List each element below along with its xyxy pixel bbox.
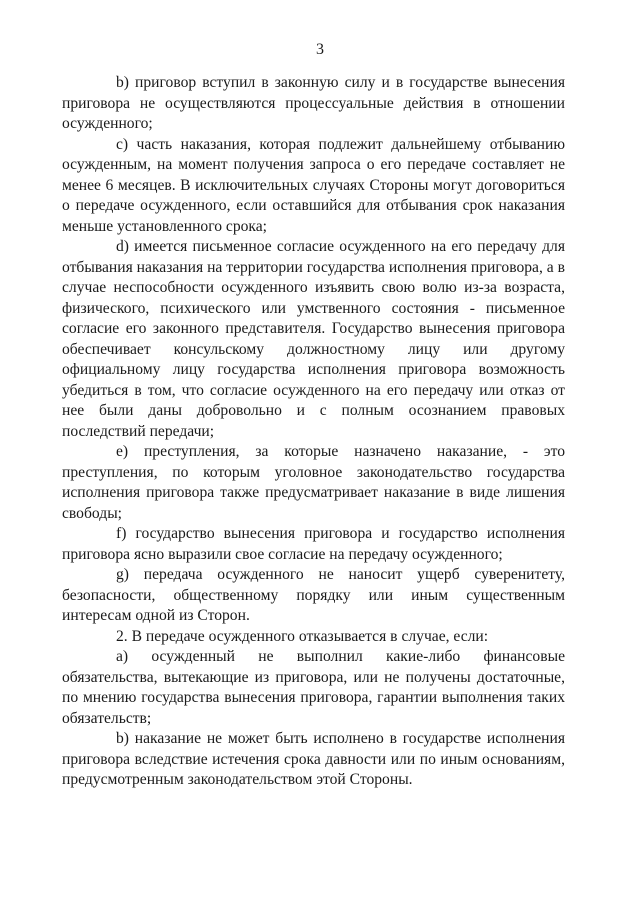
paragraph-clause-2: 2. В передаче осужденного отказывается в случае, если: — [116, 627, 489, 645]
page-number: 3 — [316, 41, 324, 58]
paragraph-clause-2-a: а) осужденный не выполнил какие-либо финансовые обязательства, вытекающие из приговора, или не получены достаточные, по мнению государства вынесения приговора, гарантии выполнения таких обязательств; — [62, 648, 565, 727]
paragraph-item-d: d) имеется письменное согласие осужденного на его передачу для отбывания наказания на территории государства исполнения приговора, а в случае неспособности осужденного изъявить свою волю из-за возраста, физического, психического или умственного состояния - письменное согласие его законного представителя. Государство вынесения приговора обеспечивает консульскому должностному лицу или другому официальному лицу государства исполнения приговора возможность убедиться в том, что согласие осужденного на его передачу или отказ от нее были даны добровольно и с полным осознанием правовых последствий передачи; — [62, 238, 565, 440]
paragraph-item-e: е) преступления, за которые назначено наказание, - это преступления, по которым уголовное законодательство государства исполнения приговора также предусматривает наказание в виде лишения свободы; — [62, 443, 565, 522]
paragraph-item-f: f) государство вынесения приговора и государство исполнения приговора ясно выразили свое согласие на передачу осужденного; — [62, 525, 565, 563]
paragraph-item-g: g) передача осужденного не наносит ущерб суверенитету, безопасности, общественному порядку или иным существенным интересам одной из Сторон. — [62, 566, 565, 624]
paragraph-item-c: с) часть наказания, которая подлежит дальнейшему отбыванию осужденным, на момент получения запроса о его передаче составляет не менее 6 месяцев. В исключительных случаях Стороны могут договориться о передаче осужденного, если оставшийся для отбывания срок наказания меньше установленного срока; — [62, 135, 565, 235]
paragraph-item-b: b) приговор вступил в законную силу и в государстве вынесения приговора не осуществляются процессуальные действия в отношении осужденного; — [62, 74, 565, 132]
paragraph-clause-2-b: b) наказание не может быть исполнено в государстве исполнения приговора вследствие истечения срока давности или по иным основаниям, предусмотренным законодательством этой Стороны. — [62, 730, 565, 788]
document-body — [62, 73, 565, 791]
